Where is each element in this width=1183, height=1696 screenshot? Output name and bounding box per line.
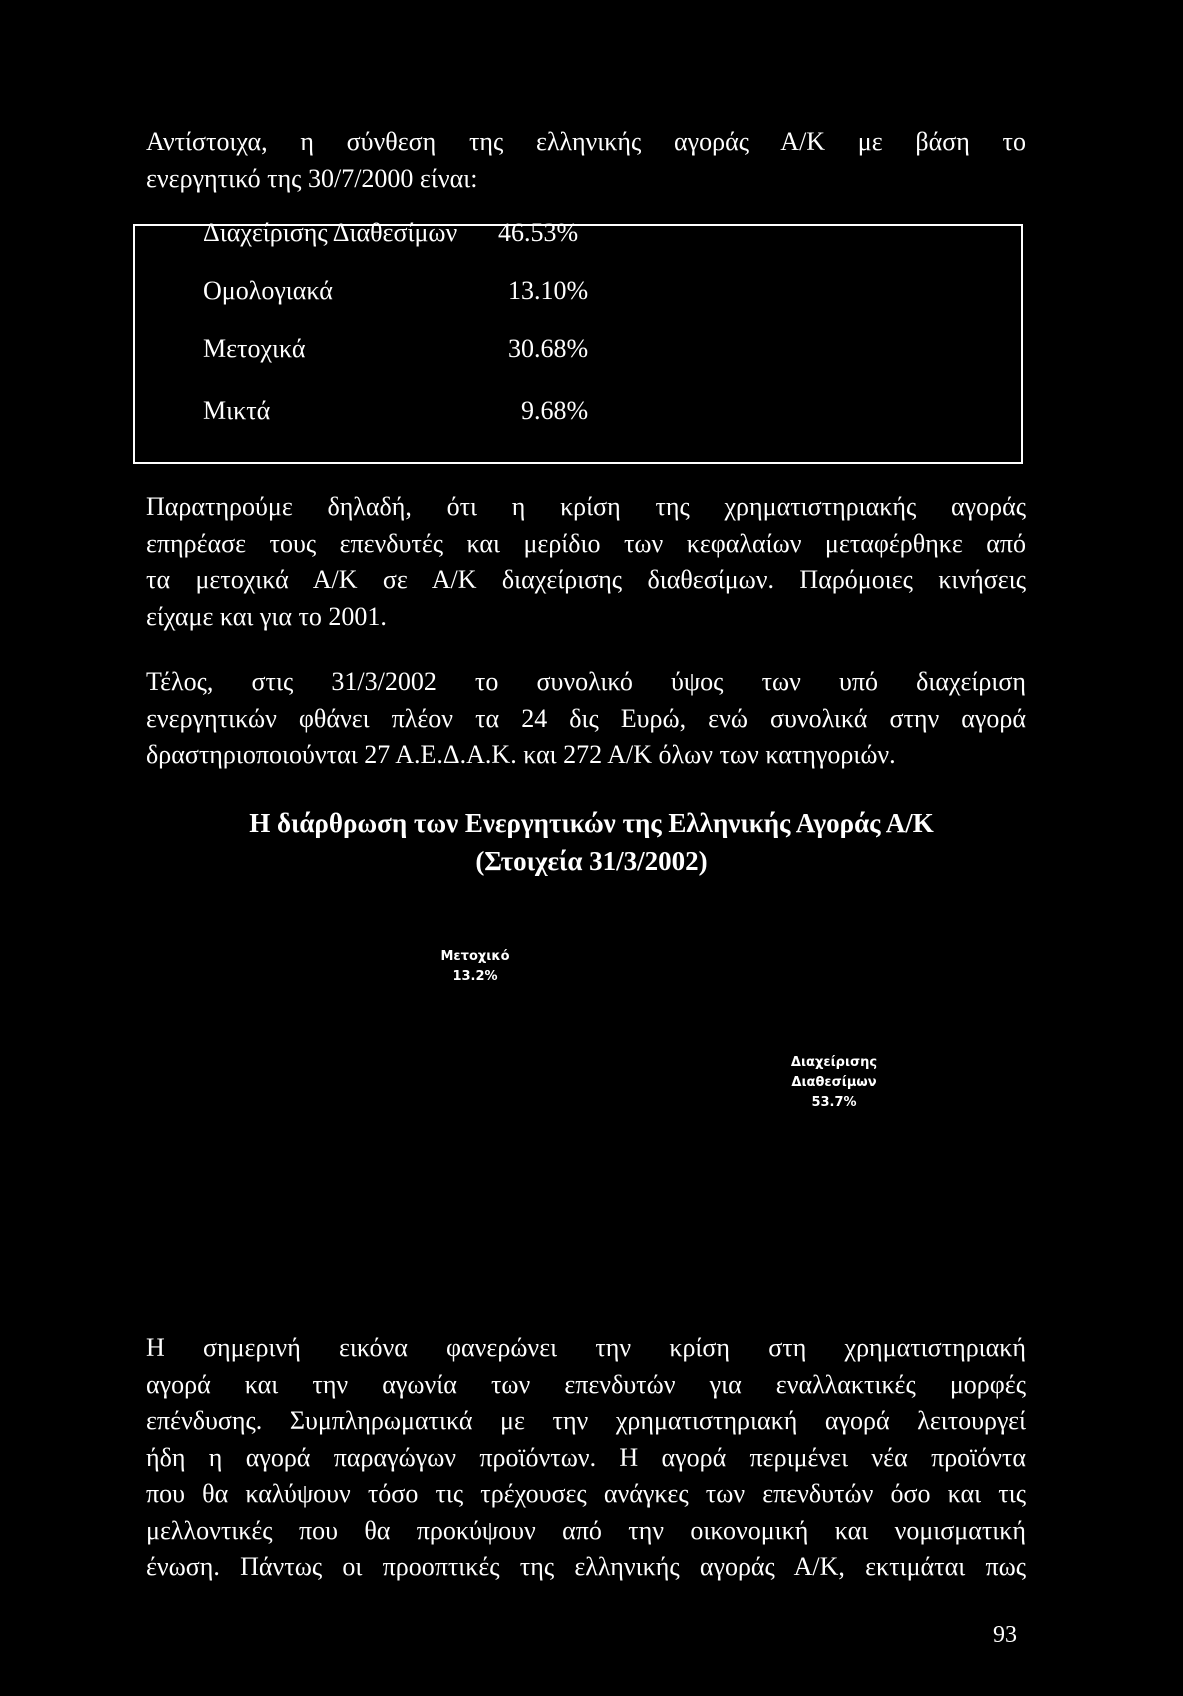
text-line: επηρέασε τους επενδυτές και μερίδιο των κεφαλαίων μεταφέρθηκε από [146, 528, 1026, 558]
row-label: Μετοχικά [203, 334, 306, 363]
row-label: Μικτά [203, 396, 271, 425]
text-line: Τέλος, στις 31/3/2002 το συνολικό ύψος των υπό διαχείριση [146, 667, 1026, 696]
row-value: 13.10% [508, 276, 589, 305]
text-line: είχαμε και για το 2001. [146, 601, 387, 631]
row-label: Διαχείρισης Διαθεσίμων [203, 218, 458, 247]
paragraph-4 [146, 1330, 1026, 1586]
text-line: αγορά και την αγωνία των επενδυτών για εναλλακτικές μορφές [146, 1369, 1026, 1399]
text-line: ενεργητικών φθάνει πλέον τα 24 δις Ευρώ, ενώ συνολικά στην αγορά [146, 703, 1026, 733]
row-value: 30.68% [508, 334, 589, 363]
row-label: Ομολογιακά [203, 276, 333, 305]
composition-table [133, 218, 1023, 464]
intro-paragraph [146, 124, 1026, 197]
page-number: 93 [993, 1622, 1017, 1648]
row-value: 46.53% [498, 218, 579, 247]
pie-slice-label [791, 1055, 877, 1110]
text-line: Παρατηρούμε δηλαδή, ότι η κρίση της χρηματιστηριακής αγοράς [146, 492, 1026, 521]
text-line: δραστηριοποιούνται 27 Α.Ε.Δ.Α.Κ. και 272 Α/Κ όλων των κατηγοριών. [146, 740, 896, 769]
slice-label-text: Διαθεσίμων [791, 1075, 877, 1090]
slice-label-text: 53.7% [811, 1095, 857, 1110]
pie-chart [0, 880, 1183, 1180]
text-line: που θα καλύψουν τόσο τις τρέχουσες ανάγκες των επενδυτών όσο και τις [146, 1479, 1026, 1508]
text-line: ένωση. Πάντως οι προοπτικές της ελληνικής αγοράς Α/Κ, εκτιμάται πως [146, 1552, 1026, 1581]
text-line: Η σημερινή εικόνα φανερώνει την κρίση στη χρηματιστηριακή [146, 1333, 1026, 1362]
row-value: 9.68% [521, 396, 589, 425]
text-line: τα μετοχικά Α/Κ σε Α/Κ διαχείρισης διαθεσίμων. Παρόμοιες κινήσεις [146, 565, 1026, 594]
paragraph-3 [146, 664, 1026, 774]
pie-slice-label [440, 949, 509, 984]
chart-subtitle-line: (Στοιχεία 31/3/2002) [475, 846, 708, 876]
slice-label-text: Μετοχικό [440, 949, 510, 964]
paragraph-2 [146, 489, 1026, 635]
chart-title [0, 804, 1183, 880]
text-line: ενεργητικό της 30/7/2000 είναι: [146, 163, 478, 193]
text-line: ήδη η αγορά παραγώγων προϊόντων. Η αγορά περιμένει νέα προϊόντα [146, 1442, 1026, 1472]
text-line: επένδυσης. Συμπληρωματικά με την χρηματιστηριακή αγορά λειτουργεί [146, 1406, 1026, 1435]
slice-label-text: 13.2% [452, 969, 498, 984]
slice-label-text: Διαχείρισης [790, 1055, 878, 1070]
chart-title-line: Η διάρθρωση των Ενεργητικών της Ελληνικής Αγοράς Α/Κ [249, 808, 934, 838]
text-line: Αντίστοιχα, η σύνθεση της ελληνικής αγοράς Α/Κ με βάση το [146, 127, 1026, 156]
text-line: μελλοντικές που θα προκύψουν από την οικονομική και νομισματική [146, 1515, 1026, 1545]
